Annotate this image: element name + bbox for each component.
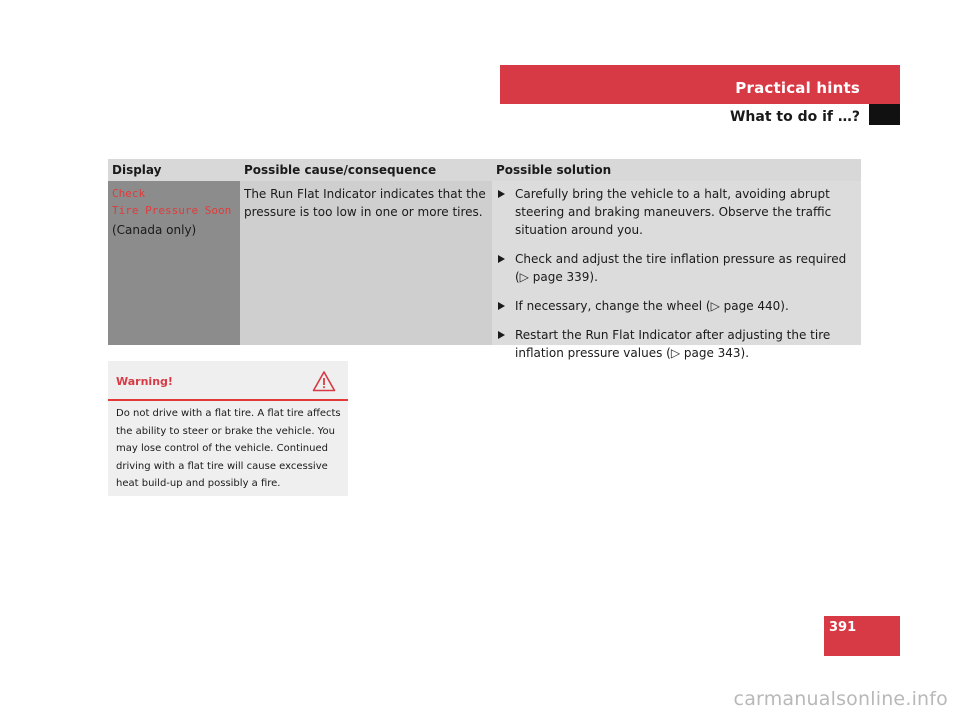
column-header-solution: Possible solution <box>496 163 612 177</box>
warning-box <box>108 361 348 496</box>
solution-item <box>496 326 855 362</box>
column-header-cause: Possible cause/consequence <box>244 163 437 177</box>
solution-item <box>496 250 855 286</box>
table-header-row <box>108 159 861 181</box>
warning-triangle-icon <box>312 370 336 392</box>
section-header-bar <box>500 65 900 104</box>
page-subtitle: What to do if …? <box>729 109 860 125</box>
thumb-tab <box>869 104 900 125</box>
solution-text: Carefully bring the vehicle to a halt, avoiding abrupt steering and braking maneuvers. Observe the traffic situation around you. <box>515 187 832 237</box>
page-number: 391 <box>829 620 857 635</box>
solution-item <box>496 297 855 315</box>
solution-text: Restart the Run Flat Indicator after adjusting the tire inflation pressure values (▷ page 343). <box>515 328 831 360</box>
warning-text: Do not drive with a flat tire. A flat tire affects the ability to steer or brake the vehicle. You may lose control of the vehicle. Continued driving with a flat tire will cause excessive heat build-up and possibly a fire. <box>116 408 341 489</box>
warning-title: Warning! <box>116 375 173 388</box>
bullet-arrow-icon <box>498 255 505 263</box>
display-cell <box>108 181 240 345</box>
cause-cell <box>240 181 492 345</box>
page-number-box <box>824 616 900 656</box>
solution-item <box>496 185 855 239</box>
display-message-line-2: Tire Pressure Soon <box>112 204 232 217</box>
solution-text: Check and adjust the tire inflation pressure as required (▷ page 339). <box>515 252 847 284</box>
display-message-line-1: Check <box>112 187 146 200</box>
hint-table <box>108 159 861 360</box>
bullet-arrow-icon <box>498 302 505 310</box>
bullet-arrow-icon <box>498 331 505 339</box>
solution-text: If necessary, change the wheel (▷ page 440). <box>515 299 789 313</box>
display-note: (Canada only) <box>112 223 197 237</box>
cause-text: The Run Flat Indicator indicates that the pressure is too low in one or more tires. <box>244 187 486 219</box>
watermark: carmanualsonline.info <box>733 688 948 710</box>
bullet-arrow-icon <box>498 190 505 198</box>
section-title: Practical hints <box>735 79 860 97</box>
solution-cell <box>492 181 861 360</box>
column-header-display: Display <box>112 163 162 177</box>
table-row <box>108 181 861 360</box>
warning-header <box>108 361 348 401</box>
